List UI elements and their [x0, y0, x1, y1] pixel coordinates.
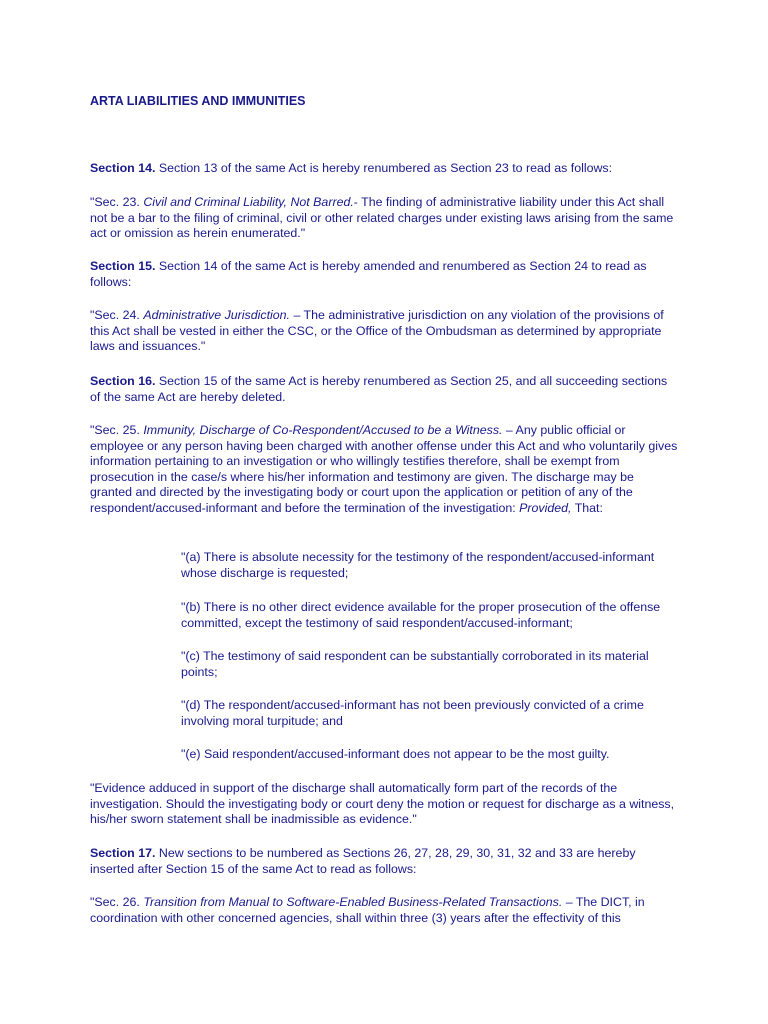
sec-23-lead: "Sec. 23. [90, 195, 144, 209]
sec-24-heading: Administrative Jurisdiction. [143, 308, 290, 322]
sec-23-text: - The finding of administrative liability under this Act shall not be a bar to the filing of criminal, civil or other related charges under existing laws arising from the same act or omission as herein enumerated." [90, 195, 674, 241]
sec-26-text: – The DICT, in coordination with other concerned agencies, shall within three (3) years after the effectivity of this [90, 895, 645, 925]
sec-24-paragraph [90, 308, 678, 355]
sec-25-provided: Provided, [519, 500, 572, 515]
section-15-label: Section 15. [90, 259, 156, 273]
sec-24-text: – The administrative jurisdiction on any violation of the provisions of this Act shall be vested in either the CSC, or the Office of the Ombudsman as determined by appropriate laws and issuances." [90, 308, 664, 354]
sec-26-paragraph [90, 895, 678, 926]
sec-25-lead: "Sec. 25. [90, 423, 144, 437]
sec-23-paragraph [90, 195, 678, 242]
section-16-label: Section 16. [90, 374, 156, 388]
sec-26-lead: "Sec. 26. [90, 895, 144, 909]
section-15-text: Section 14 of the same Act is hereby amended and renumbered as Section 24 to read as follows: [90, 259, 647, 289]
sec-23-heading: Civil and Criminal Liability, Not Barred. [143, 195, 354, 209]
section-16-paragraph [90, 374, 678, 405]
section-14-label: Section 14. [90, 161, 156, 175]
sec-25-tail: That: [571, 500, 603, 515]
sec-26-heading: Transition from Manual to Software-Enabled Business-Related Transactions. [143, 895, 563, 909]
list-item-e: "(e) Said respondent/accused-informant does not appear to be the most guilty. [181, 747, 610, 761]
list-item-c: "(c) The testimony of said respondent can be substantially corroborated in its material points; [181, 649, 649, 679]
evidence-paragraph: "Evidence adduced in support of the discharge shall automatically form part of the records of the investigation. Should the investigating body or court deny the motion or request for discharge as a witness, his/her sworn statement shall be inadmissible as evidence." [90, 781, 675, 827]
section-17-paragraph [90, 846, 678, 877]
list-item-a: "(a) There is absolute necessity for the testimony of the respondent/accused-informant whose discharge is requested; [181, 550, 655, 580]
sec-25-paragraph [90, 423, 678, 517]
section-14-paragraph [90, 161, 678, 177]
sec-25-text: – Any public official or employee or any person having been charged with another offense under this Act and who voluntarily gives information pertaining to an investigation or who willingly testifies therefore, shall be exempt from prosecution in the case/s where his/her information and testimony are given. The discharge may be granted and directed by the investigating body or court upon the application or petition of any of the respondent/accused-informant and before the termination of the investigation: [90, 423, 678, 515]
section-17-text: New sections to be numbered as Sections 26, 27, 28, 29, 30, 31, 32 and 33 are hereby inserted after Section 15 of the same Act to read as follows: [90, 846, 636, 876]
section-15-paragraph [90, 259, 678, 290]
list-item-b: "(b) There is no other direct evidence available for the proper prosecution of the offense committed, except the testimony of said respondent/accused-informant; [181, 600, 661, 630]
document-title: ARTA LIABILITIES AND IMMUNITIES [90, 94, 306, 108]
sec-24-lead: "Sec. 24. [90, 308, 144, 322]
section-17-label: Section 17. [90, 846, 156, 860]
section-16-text: Section 15 of the same Act is hereby renumbered as Section 25, and all succeeding sections of the same Act are hereby deleted. [90, 374, 668, 404]
list-item-d: "(d) The respondent/accused-informant has not been previously convicted of a crime involving moral turpitude; and [181, 698, 644, 728]
sec-25-heading: Immunity, Discharge of Co-Respondent/Accused to be a Witness. [143, 423, 503, 437]
section-14-text: Section 13 of the same Act is hereby renumbered as Section 23 to read as follows: [155, 161, 613, 175]
